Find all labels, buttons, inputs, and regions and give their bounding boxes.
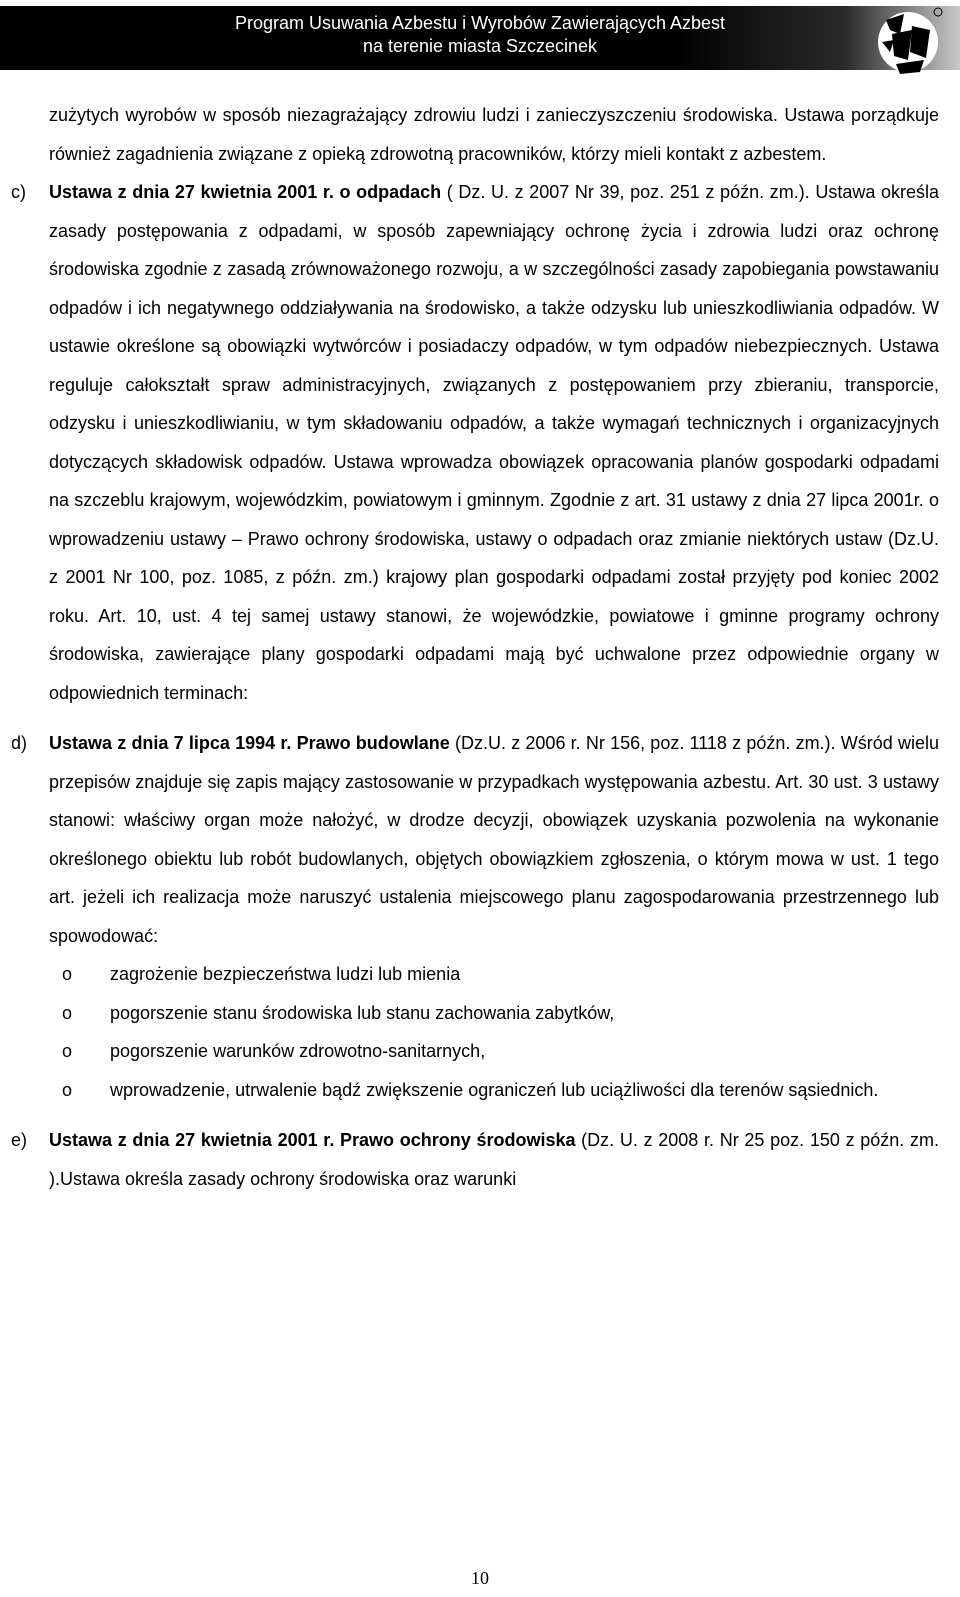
section-e-title: Ustawa z dnia 27 kwietnia 2001 r. Prawo ochrony środowiska (49, 1130, 576, 1150)
bullet-marker: o (62, 1041, 73, 1061)
list-item: o pogorszenie warunków zdrowotno-sanitarnych, (0, 1032, 939, 1071)
program-logo-icon (852, 0, 948, 78)
section-c-text: ( Dz. U. z 2007 Nr 39, poz. 251 z późn. zm.). Ustawa określa zasady postępowania z odpadami, w sposób zapewniający ochronę życia i zdrowia ludzi oraz ochronę środowiska zgodnie z zasadą zrównoważonego rozwoju, a w szczególności zasady zapobiegania powstawaniu odpadów i ich negatywnego oddziaływania na środowisko, a także odzysku lub unieszkodliwiania odpadów. W ustawie określone są obowiązki wytwórców i posiadaczy odpadów, w tym odpadów niebezpiecznych. Ustawa reguluje całokształt spraw administracyjnych, związanych z postępowaniem przy zbieraniu, transporcie, odzysku i unieszkodliwianiu, w tym składowaniu odpadów, a także wymagań technicznych i organizacyjnych dotyczących składowisk odpadów. Ustawa wprowadza obowiązek opracowania planów gospodarki odpadami na szczeblu krajowym, wojewódzkim, powiatowym i gminnym. Zgodnie z art. 31 ustawy z dnia 27 lipca 2001r. o wprowadzeniu ustawy – Prawo ochrony środowiska, ustawy o odpadach oraz zmianie niektórych ustaw (Dz.U. z 2001 Nr 100, poz. 1085, z późn. zm.) krajowy plan gospodarki odpadami został przyjęty pod koniec 2002 roku. Art. 10, ust. 4 tej samej ustawy stanowi, że wojewódzkie, powiatowe i gminne programy ochrony środowiska, zawierające plany gospodarki odpadami mają być uchwalone przez odpowiednie organy w odpowiednich terminach: (49, 182, 939, 703)
section-d-list (0, 955, 939, 1109)
header-title (0, 12, 960, 58)
page-header (0, 0, 960, 78)
list-item: o zagrożenie bezpieczeństwa ludzi lub mienia (0, 955, 939, 994)
section-c (11, 173, 939, 712)
section-d-marker: d) (11, 733, 28, 753)
section-c-title: Ustawa z dnia 27 kwietnia 2001 r. o odpadach (49, 182, 442, 202)
section-e-marker: e) (11, 1130, 28, 1150)
list-item: o wprowadzenie, utrwalenie bądź zwiększenie ograniczeń lub uciążliwości dla terenów sąsiednich. (0, 1071, 939, 1110)
bullet-marker: o (62, 964, 73, 984)
section-d-text: (Dz.U. z 2006 r. Nr 156, poz. 1118 z późn. zm.). Wśród wielu przepisów znajduje się zapis mający zastosowanie w przypadkach występowania azbestu. Art. 30 ust. 3 ustawy stanowi: właściwy organ może nałożyć, w drodze decyzji, obowiązek uzyskania pozwolenia na wykonanie określonego obiektu lub robót budowlanych, objętych obowiązkiem zgłoszenia, o którym mowa w ust. 1 tego art. jeżeli ich realizacja może naruszyć ustalenia miejscowego planu zagospodarowania przestrzennego lub spowodować: (49, 733, 939, 946)
page-number: 10 (471, 1568, 489, 1588)
document-body (11, 96, 939, 1198)
section-c-marker: c) (11, 182, 26, 202)
bullet-marker: o (62, 1079, 73, 1100)
section-d-title: Ustawa z dnia 7 lipca 1994 r. Prawo budowlane (49, 733, 450, 753)
bullet-marker: o (62, 1002, 73, 1023)
header-title-line2: na terenie miasta Szczecinek (362, 36, 598, 56)
section-d (11, 724, 939, 1109)
section-e-text: (Dz. U. z 2008 r. Nr 25 poz. 150 z późn. zm. ).Ustawa określa zasady ochrony środowiska oraz warunki (49, 1130, 939, 1189)
intro-paragraph: zużytych wyrobów w sposób niezagrażający zdrowiu ludzi i zanieczyszczeniu środowiska. Ustawa porządkuje również zagadnienia związane z opieką zdrowotną pracowników, którzy mieli kontakt z azbestem. (49, 105, 939, 164)
section-e (11, 1121, 939, 1198)
list-item: o pogorszenie stanu środowiska lub stanu zachowania zabytków, (0, 994, 939, 1033)
header-title-line1: Program Usuwania Azbestu i Wyrobów Zawierających Azbest (234, 13, 726, 33)
